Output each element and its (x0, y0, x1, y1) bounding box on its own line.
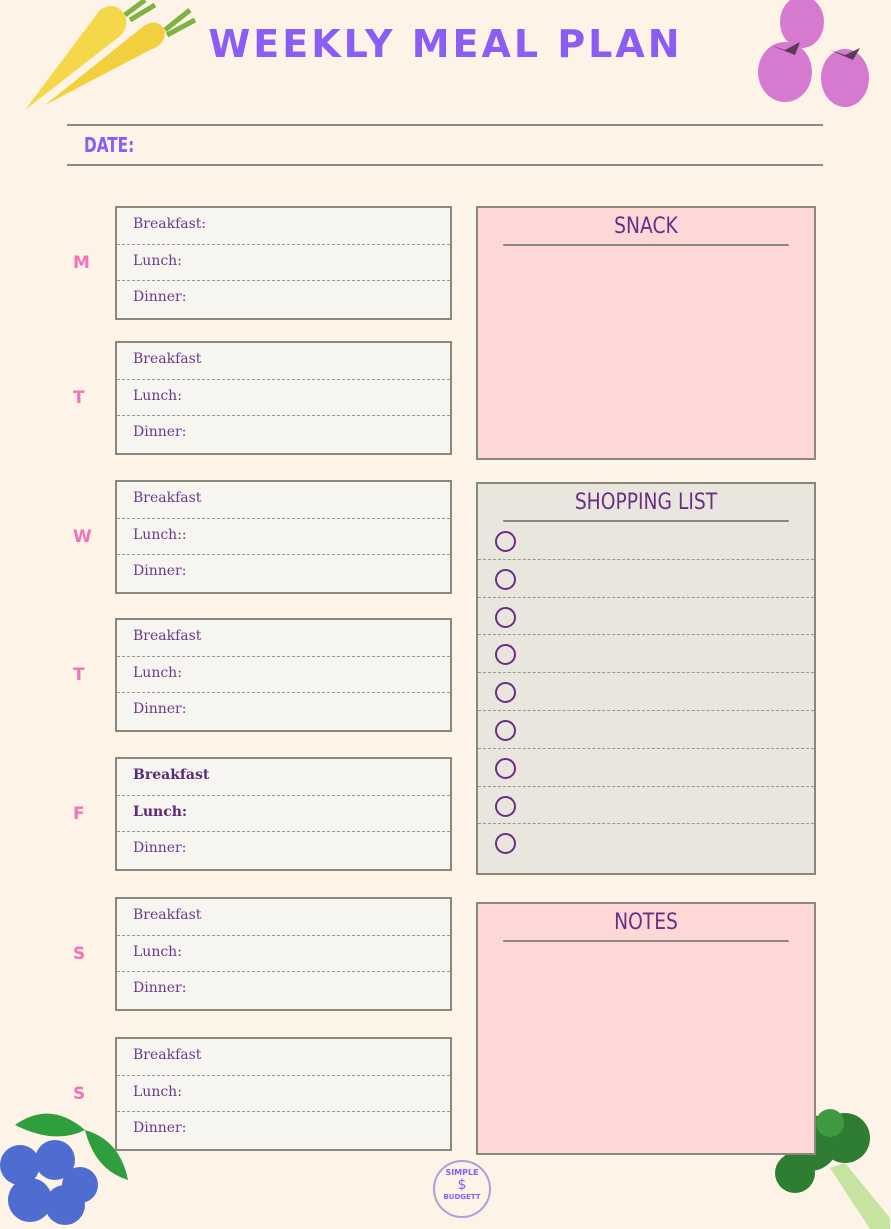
checkbox-circle-icon[interactable] (495, 682, 516, 703)
checkbox-circle-icon[interactable] (495, 833, 516, 854)
day-meal-box (115, 341, 452, 455)
meal-label: Dinner: (133, 424, 187, 441)
meal-row[interactable] (117, 380, 450, 417)
logo-text-top: SIMPLE (445, 1168, 479, 1177)
meal-row[interactable] (117, 416, 450, 453)
day-meal-box (115, 480, 452, 594)
shopping-list-row[interactable] (478, 749, 814, 787)
shopping-list-row[interactable] (478, 598, 814, 636)
checkbox-circle-icon[interactable] (495, 796, 516, 817)
meal-label: Lunch: (133, 803, 188, 820)
shopping-list-row[interactable] (478, 824, 814, 862)
day-letter: S (73, 944, 86, 964)
checkbox-circle-icon[interactable] (495, 569, 516, 590)
day-letter: T (73, 388, 85, 408)
meal-row[interactable] (117, 1039, 450, 1076)
checkbox-circle-icon[interactable] (495, 607, 516, 628)
shopping-list-panel (476, 482, 816, 875)
meal-row[interactable] (117, 693, 450, 730)
checkbox-circle-icon[interactable] (495, 644, 516, 665)
day-meal-box (115, 897, 452, 1011)
shopping-list-row[interactable] (478, 635, 814, 673)
meal-label: Dinner: (133, 1120, 187, 1137)
meal-row[interactable] (117, 208, 450, 245)
meal-label: Dinner: (133, 980, 187, 997)
day-letter: S (73, 1084, 86, 1104)
shopping-list-title: SHOPPING LIST (503, 484, 789, 522)
meal-row[interactable] (117, 555, 450, 592)
meal-row[interactable] (117, 796, 450, 833)
shopping-list-row[interactable] (478, 560, 814, 598)
meal-row[interactable] (117, 657, 450, 694)
meal-label: Lunch: (133, 252, 182, 269)
meal-label: Dinner: (133, 701, 187, 718)
shopping-list-row[interactable] (478, 787, 814, 825)
meal-row[interactable] (117, 343, 450, 380)
meal-label: Breakfast (133, 907, 202, 923)
logo-text-bottom: BUDGETT (443, 1193, 481, 1201)
meal-label: Lunch: (133, 1083, 182, 1100)
meal-row[interactable] (117, 245, 450, 282)
meal-label: Dinner: (133, 563, 187, 580)
meal-row[interactable] (117, 759, 450, 796)
notes-title: NOTES (503, 904, 789, 942)
meal-row[interactable] (117, 620, 450, 657)
meal-row[interactable] (117, 832, 450, 869)
meal-label: Lunch: (133, 943, 182, 960)
meal-row[interactable] (117, 519, 450, 556)
meal-row[interactable] (117, 1076, 450, 1113)
meal-row[interactable] (117, 482, 450, 519)
meal-label: Breakfast: (133, 216, 207, 232)
shopping-list-items (478, 522, 814, 862)
meal-label: Breakfast (133, 767, 210, 783)
meal-row[interactable] (117, 972, 450, 1009)
day-meal-box (115, 757, 452, 871)
shopping-list-row[interactable] (478, 522, 814, 560)
shopping-list-row[interactable] (478, 711, 814, 749)
checkbox-circle-icon[interactable] (495, 758, 516, 779)
notes-panel[interactable] (476, 902, 816, 1155)
meal-label: Breakfast (133, 628, 202, 644)
meal-label: Lunch: (133, 387, 182, 404)
snack-panel[interactable] (476, 206, 816, 460)
meal-label: Lunch:: (133, 526, 187, 543)
meal-label: Breakfast (133, 1047, 202, 1063)
logo (433, 1160, 491, 1218)
day-letter: T (73, 665, 85, 685)
meal-row[interactable] (117, 1112, 450, 1149)
meal-row[interactable] (117, 281, 450, 318)
day-letter: F (73, 804, 85, 824)
day-meal-box (115, 206, 452, 320)
checkbox-circle-icon[interactable] (495, 720, 516, 741)
meal-label: Breakfast (133, 351, 202, 367)
shopping-list-row[interactable] (478, 673, 814, 711)
meal-label: Dinner: (133, 840, 187, 857)
checkbox-circle-icon[interactable] (495, 531, 516, 552)
meal-row[interactable] (117, 936, 450, 973)
meal-row[interactable] (117, 899, 450, 936)
meal-label: Dinner: (133, 289, 187, 306)
day-letter: M (73, 253, 90, 273)
day-letter: W (73, 527, 92, 547)
day-meal-box (115, 1037, 452, 1151)
snack-title: SNACK (503, 208, 789, 246)
meal-label: Breakfast (133, 490, 202, 506)
divider-top (67, 124, 823, 126)
meal-label: Lunch: (133, 664, 182, 681)
logo-symbol: $ (457, 1177, 467, 1193)
divider-bottom (67, 164, 823, 166)
day-meal-box (115, 618, 452, 732)
date-label: DATE: (84, 133, 135, 157)
page-title: WEEKLY MEAL PLAN (208, 22, 683, 66)
